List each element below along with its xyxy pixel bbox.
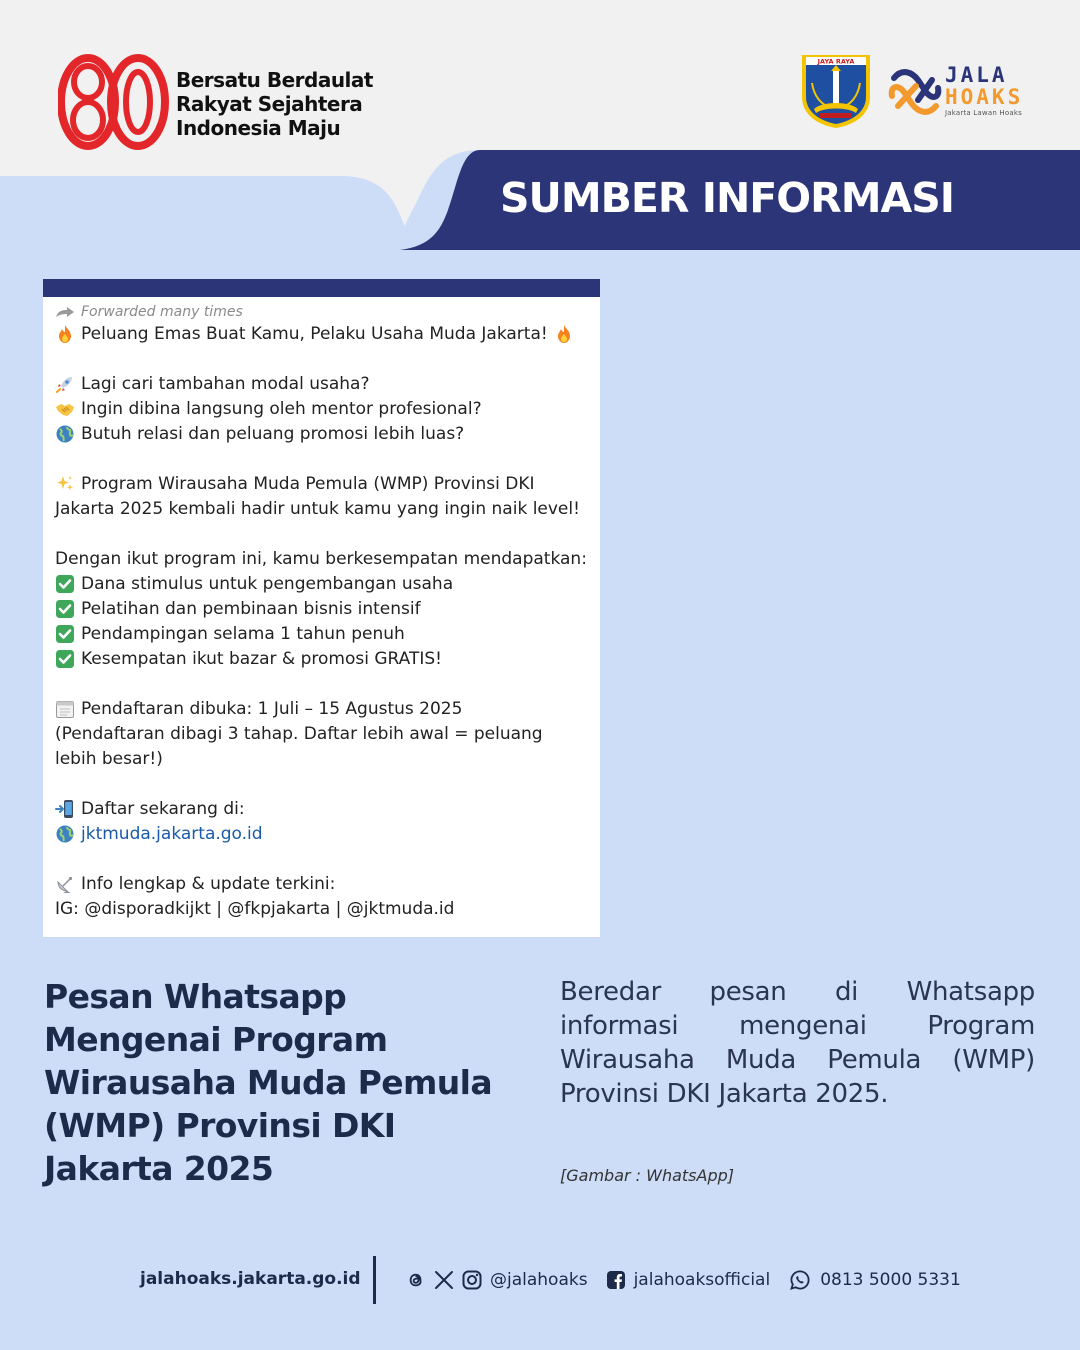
globe-emoji-icon <box>55 824 75 844</box>
globe-emoji-icon <box>55 424 75 444</box>
rocket-emoji-icon <box>55 374 75 394</box>
message-gap <box>55 522 588 547</box>
message-line <box>55 322 588 347</box>
whatsapp-phone[interactable]: 0813 5000 5331 <box>820 1270 961 1290</box>
message-gap <box>55 347 588 372</box>
message-line <box>55 397 588 422</box>
message-line-text: Dengan ikut program ini, kamu berkesempatan mendapatkan: <box>55 549 587 569</box>
check-emoji-icon <box>55 624 75 644</box>
message-line-text: Info lengkap & update terkini: <box>81 874 336 894</box>
check-emoji-icon <box>55 649 75 669</box>
jala-hoaks-wordmark <box>945 64 1023 118</box>
message-line <box>55 897 588 922</box>
facebook-icon[interactable] <box>606 1270 626 1290</box>
whatsapp-icon[interactable] <box>788 1268 812 1292</box>
message-line <box>55 572 588 597</box>
message-line <box>55 547 588 572</box>
message-body <box>43 297 600 922</box>
instagram-handle[interactable]: @jalahoaks <box>490 1270 588 1290</box>
tagline-line-1: Bersatu Berdaulat <box>176 68 373 92</box>
message-line <box>55 797 588 822</box>
section-title: SUMBER INFORMASI <box>500 174 955 222</box>
forward-arrow-icon <box>55 306 75 318</box>
message-line-text: IG: @disporadkijkt | @fkpjakarta | @jktmuda.id <box>55 899 455 919</box>
handshake-emoji-icon <box>55 399 75 419</box>
message-line-text: Daftar sekarang di: <box>81 799 245 819</box>
forwarded-label <box>55 302 588 322</box>
message-line-text: Pendampingan selama 1 tahun penuh <box>81 624 405 644</box>
message-line <box>55 722 588 772</box>
check-emoji-icon <box>55 599 75 619</box>
card-top-bar <box>43 279 600 297</box>
whatsapp-message-card <box>43 279 600 937</box>
image-caption: [Gambar : WhatsApp] <box>560 1166 735 1185</box>
fire-emoji-icon <box>554 324 574 344</box>
crest-label: JAYA RAYA <box>817 57 855 66</box>
message-line-text: Dana stimulus untuk pengembangan usaha <box>81 574 454 594</box>
jala-hoaks-logo-icon <box>888 66 942 118</box>
message-line-text: (Pendaftaran dibagi 3 tahap. Daftar lebih awal = peluang lebih besar!) <box>55 724 543 769</box>
80-anniversary-logo <box>58 52 170 152</box>
message-line <box>55 697 588 722</box>
message-gap <box>55 772 588 797</box>
phone-emoji-icon <box>55 799 75 819</box>
message-line-text: Butuh relasi dan peluang promosi lebih luas? <box>81 424 465 444</box>
footer-social-links <box>406 1268 961 1292</box>
message-line <box>55 622 588 647</box>
tagline-line-3: Indonesia Maju <box>176 116 341 140</box>
check-emoji-icon <box>55 574 75 594</box>
article-description: Beredar pesan di Whatsapp informasi mengenai Program Wirausaha Muda Pemula (WMP) Provinsi DKI Jakarta 2025. <box>560 977 1035 1109</box>
message-gap <box>55 672 588 697</box>
message-line-text: Jakarta 2025 kembali hadir untuk kamu yang ingin naik level! <box>55 499 580 519</box>
jala-wordmark-tagline: Jakarta Lawan Hoaks <box>945 109 1022 117</box>
fire-emoji-icon <box>55 324 75 344</box>
message-line-text: Lagi cari tambahan modal usaha? <box>81 374 370 394</box>
satellite-emoji-icon <box>55 874 75 894</box>
facebook-handle[interactable]: jalahoaksofficial <box>633 1270 771 1290</box>
message-line <box>55 472 588 497</box>
message-line <box>55 597 588 622</box>
message-line <box>55 372 588 397</box>
footer-divider <box>373 1256 376 1304</box>
message-gap <box>55 447 588 472</box>
jala-wordmark-line-1: JALA <box>945 63 1008 87</box>
threads-icon[interactable] <box>406 1270 426 1290</box>
article-headline: Pesan Whatsapp Mengenai Program Wirausaha Muda Pemula (WMP) Provinsi DKI Jakarta 2025 <box>44 977 493 1188</box>
message-line <box>55 422 588 447</box>
forwarded-text: Forwarded many times <box>81 304 243 320</box>
message-line <box>55 872 588 897</box>
tagline-line-2: Rakyat Sejahtera <box>176 92 363 116</box>
message-line <box>55 822 588 847</box>
jakarta-crest-icon <box>800 53 872 129</box>
message-line-text: Pelatihan dan pembinaan bisnis intensif <box>81 599 421 619</box>
message-line <box>55 647 588 672</box>
message-line-text: Kesempatan ikut bazar & promosi GRATIS! <box>81 649 442 669</box>
sparkles-emoji-icon <box>55 474 75 494</box>
message-gap <box>55 847 588 872</box>
x-twitter-icon[interactable] <box>434 1270 454 1290</box>
message-line-text: Peluang Emas Buat Kamu, Pelaku Usaha Muda Jakarta! <box>81 324 548 344</box>
message-line-text: Ingin dibina langsung oleh mentor profesional? <box>81 399 482 419</box>
jala-wordmark-line-2: HOAKS <box>945 85 1024 109</box>
message-line-text: Pendaftaran dibuka: 1 Juli – 15 Agustus 2025 <box>81 699 463 719</box>
footer-website-link[interactable]: jalahoaks.jakarta.go.id <box>140 1269 361 1289</box>
registration-link[interactable]: jktmuda.jakarta.go.id <box>81 824 263 844</box>
message-line-text: Program Wirausaha Muda Pemula (WMP) Provinsi DKI <box>81 474 535 494</box>
calendar-emoji-icon <box>55 699 75 719</box>
message-line <box>55 497 588 522</box>
instagram-icon[interactable] <box>462 1270 482 1290</box>
national-tagline <box>176 68 373 140</box>
